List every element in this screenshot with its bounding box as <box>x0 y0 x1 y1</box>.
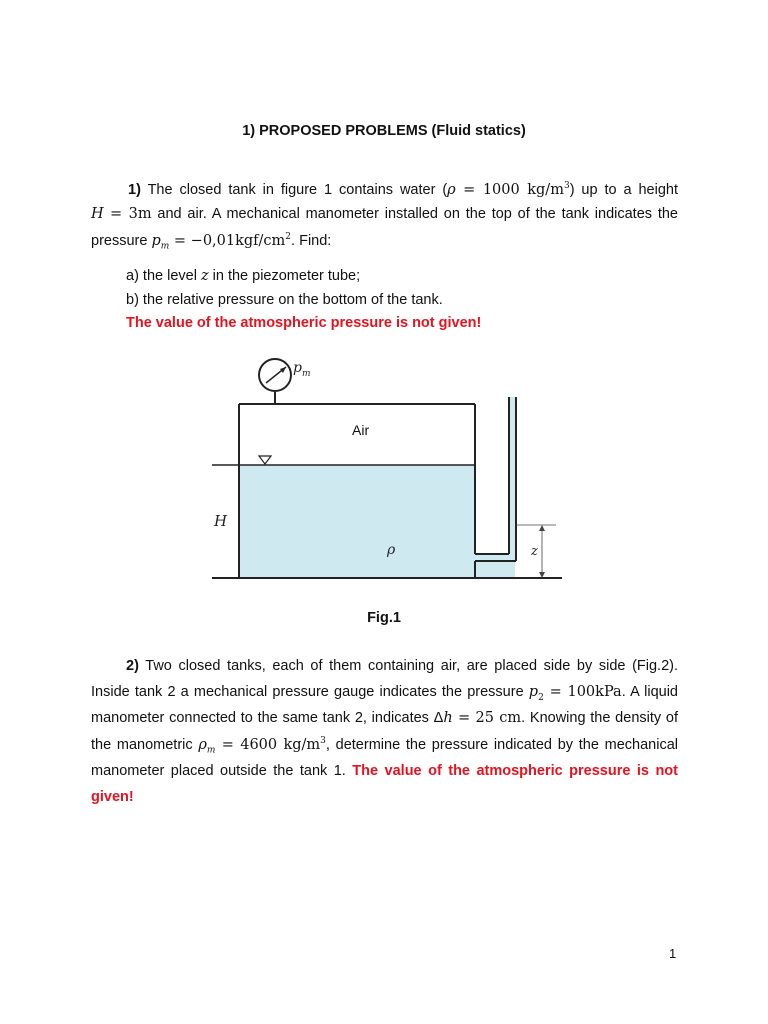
problem2-warning-cont: given! <box>91 789 134 805</box>
problem2-line1: 2) Two closed tanks, each of them containing air, are placed side by side (Fig.2). <box>126 658 678 674</box>
problem1-item-b: b) the relative pressure on the bottom of the tank. <box>126 292 443 308</box>
problem1-line3: pressure $p_m = -0,01kgf/cm^2$. Find: <box>91 232 332 252</box>
pipe-water <box>475 555 515 578</box>
air-label: Air <box>352 422 370 438</box>
z-arrow-top <box>539 525 545 531</box>
problem2-line2: Inside tank 2 a mechanical pressure gauge indicates the pressure $p_2 = 100kPa$. A liquid <box>91 684 678 703</box>
problem2-line3: manometer connected to the same tank 2, indicates Δh = 25 cm. Knowing the density of <box>91 710 678 726</box>
problem2-number: 2) <box>126 658 139 674</box>
problem2-warning: The value of the atmospheric pressure is not <box>352 763 678 779</box>
problem1-line1: 1) The closed tank in figure 1 contains water (ρ = 1000 $kg/m^3$) up to a height <box>128 181 678 198</box>
problem1-item-a: a) the level z in the piezometer tube; <box>126 268 361 284</box>
rho-label: ρ <box>387 542 396 558</box>
problem2-line4: the manometric $\rho_m = 4600$ $kg/m^3$, determine the pressure indicated by the mechanical <box>91 736 678 756</box>
z-label: z <box>531 544 538 559</box>
page-number: 1 <box>669 946 677 961</box>
free-surface-symbol-icon <box>259 456 271 464</box>
section-title: 1) PROPOSED PROBLEMS (Fluid statics) <box>242 123 526 139</box>
problem1-warning: The value of the atmospheric pressure is not given! <box>126 315 482 331</box>
problem1-line2: H = 3m and air. A mechanical manometer installed on the top of the tank indicates the <box>91 206 678 222</box>
tube-water <box>510 397 515 555</box>
problem2-line5: manometer placed outside the tank 1. The value of the atmospheric pressure is not <box>91 763 678 779</box>
figure-1-diagram <box>200 345 580 590</box>
problem1-number: 1) <box>128 181 141 198</box>
h-label: H <box>214 512 228 530</box>
gauge-label: $p_m$ <box>293 360 311 379</box>
figure-1-caption: Fig.1 <box>367 610 401 626</box>
water-region <box>239 465 475 578</box>
